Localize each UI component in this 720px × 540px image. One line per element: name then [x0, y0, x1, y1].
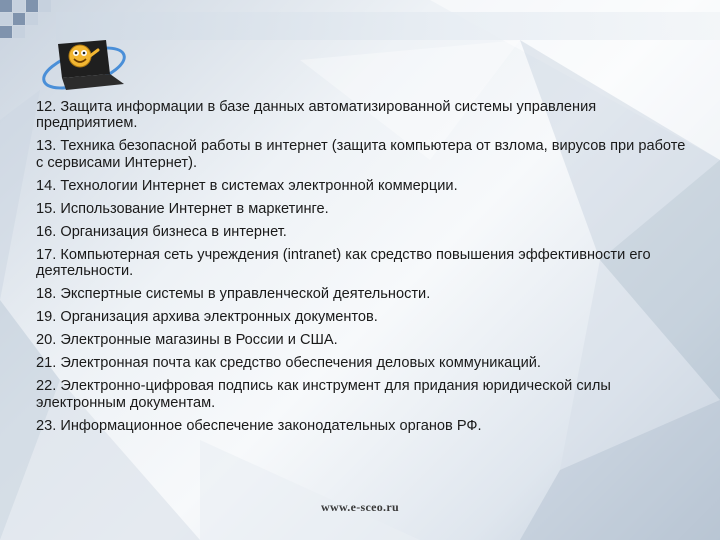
list-item: 12. Защита информации в базе данных автоматизированной системы управления предприятием.: [36, 99, 597, 132]
list-item: 18. Экспертные системы в управленческой деятельности.: [36, 286, 431, 303]
list-item: 19. Организация архива электронных документов.: [36, 309, 378, 326]
list-item: 20. Электронные магазины в России и США.: [36, 332, 338, 349]
footer-website: www.e-sceo.ru: [321, 500, 399, 514]
list-item: 15. Использование Интернет в маркетинге.: [36, 200, 329, 217]
list-item: 22. Электронно-цифровая подпись как инструмент для придания юридической силы электронным документам.: [36, 378, 611, 411]
topic-list: [36, 99, 686, 441]
list-item: 13. Техника безопасной работы в интернет (защита компьютера от взлома, вирусов при работе с сервисами Интернет).: [36, 138, 686, 171]
laptop-smiley-logo: [36, 26, 136, 96]
list-item: 16. Организация бизнеса в интернет.: [36, 223, 287, 240]
header-bar: [56, 12, 720, 40]
list-item: 14. Технологии Интернет в системах электронной коммерции.: [36, 177, 458, 194]
list-item: 23. Информационное обеспечение законодательных органов РФ.: [36, 417, 482, 434]
list-item: 17. Компьютерная сеть учреждения (intranet) как средство повышения эффективности его деятельности.: [36, 246, 651, 280]
list-item: 21. Электронная почта как средство обеспечения деловых коммуникаций.: [36, 355, 541, 372]
